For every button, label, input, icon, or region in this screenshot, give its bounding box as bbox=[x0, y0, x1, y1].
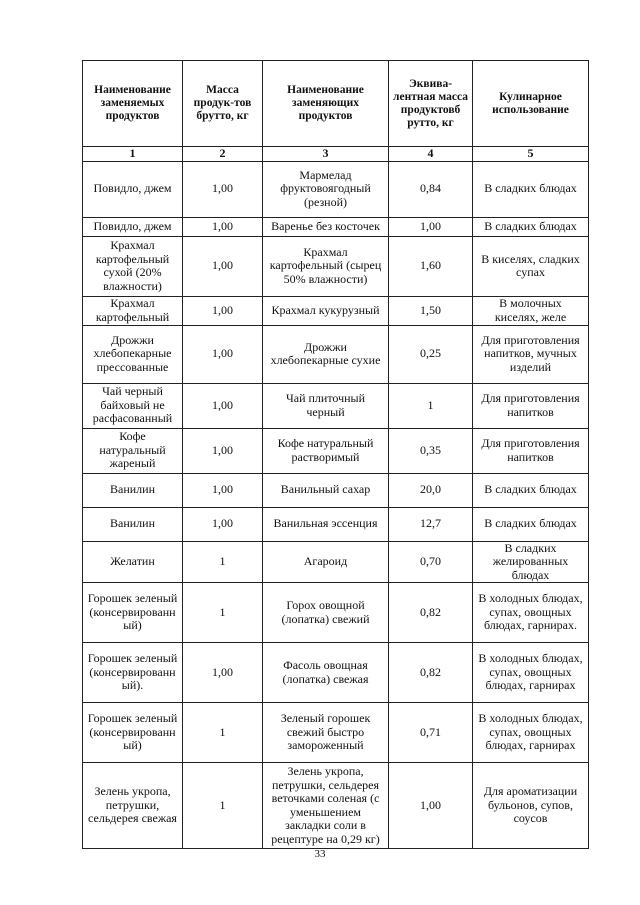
cell-replacement-product: Чай плиточный черный bbox=[263, 383, 389, 428]
table-row bbox=[83, 541, 589, 583]
cell-culinary-use: В сладких блюдах bbox=[473, 507, 589, 541]
table-row bbox=[83, 236, 589, 296]
table-row bbox=[83, 217, 589, 236]
cell-replacement-product: Зеленый горошек свежий быстро замороженный bbox=[263, 703, 389, 763]
cell-culinary-use: В холодных блюдах, супах, овощных блюдах, гарнирах bbox=[473, 703, 589, 763]
header-replacement-products: Наименование заменяющих продуктов bbox=[263, 61, 389, 147]
cell-mass-gross: 1,00 bbox=[183, 428, 263, 473]
header-equivalent-mass: Эквива-лентная масса продуктовб рутто, кг bbox=[389, 61, 473, 147]
cell-mass-gross: 1,00 bbox=[183, 236, 263, 296]
cell-equivalent-mass: 1,60 bbox=[389, 236, 473, 296]
cell-replaced-product: Желатин bbox=[83, 541, 183, 583]
cell-culinary-use: В сладких блюдах bbox=[473, 161, 589, 217]
cell-culinary-use: В киселях, сладких супах bbox=[473, 236, 589, 296]
page-number: 33 bbox=[314, 848, 326, 860]
column-number: 1 bbox=[83, 147, 183, 162]
header-replaced-products: Наименование заменяемых продуктов bbox=[83, 61, 183, 147]
cell-equivalent-mass: 1 bbox=[389, 383, 473, 428]
cell-mass-gross: 1 bbox=[183, 763, 263, 849]
cell-mass-gross: 1 bbox=[183, 583, 263, 643]
cell-culinary-use: В холодных блюдах, супах, овощных блюдах, гарнирах bbox=[473, 643, 589, 703]
cell-equivalent-mass: 12,7 bbox=[389, 507, 473, 541]
table-row bbox=[83, 643, 589, 703]
cell-culinary-use: В холодных блюдах, супах, овощных блюдах, гарнирах. bbox=[473, 583, 589, 643]
cell-equivalent-mass: 0,25 bbox=[389, 325, 473, 383]
column-number: 5 bbox=[473, 147, 589, 162]
cell-replaced-product: Кофе натуральный жареный bbox=[83, 428, 183, 473]
table-row bbox=[83, 763, 589, 849]
cell-equivalent-mass: 0,84 bbox=[389, 161, 473, 217]
cell-replaced-product: Ванилин bbox=[83, 507, 183, 541]
table-row bbox=[83, 428, 589, 473]
cell-culinary-use: Для приготовления напитков bbox=[473, 428, 589, 473]
cell-replaced-product: Ванилин bbox=[83, 473, 183, 507]
cell-replacement-product: Крахмал кукурузный bbox=[263, 296, 389, 325]
table-row bbox=[83, 583, 589, 643]
cell-equivalent-mass: 1,00 bbox=[389, 763, 473, 849]
table-row bbox=[83, 383, 589, 428]
table-row bbox=[83, 507, 589, 541]
cell-replacement-product: Ванильная эссенция bbox=[263, 507, 389, 541]
cell-mass-gross: 1,00 bbox=[183, 217, 263, 236]
substitution-table bbox=[82, 60, 589, 849]
table-row bbox=[83, 161, 589, 217]
column-number: 3 bbox=[263, 147, 389, 162]
cell-mass-gross: 1 bbox=[183, 703, 263, 763]
cell-replacement-product: Горох овощной (лопатка) свежий bbox=[263, 583, 389, 643]
cell-mass-gross: 1,00 bbox=[183, 473, 263, 507]
cell-culinary-use: В молочных киселях, желе bbox=[473, 296, 589, 325]
cell-culinary-use: В сладких блюдах bbox=[473, 473, 589, 507]
cell-culinary-use: В сладких желированных блюдах bbox=[473, 541, 589, 583]
cell-replacement-product: Фасоль овощная (лопатка) свежая bbox=[263, 643, 389, 703]
cell-mass-gross: 1,00 bbox=[183, 161, 263, 217]
cell-replacement-product: Дрожжи хлебопекарные сухие bbox=[263, 325, 389, 383]
cell-replacement-product: Агароид bbox=[263, 541, 389, 583]
cell-replacement-product: Варенье без косточек bbox=[263, 217, 389, 236]
cell-equivalent-mass: 1,50 bbox=[389, 296, 473, 325]
cell-equivalent-mass: 0,70 bbox=[389, 541, 473, 583]
cell-equivalent-mass: 20,0 bbox=[389, 473, 473, 507]
table-row bbox=[83, 325, 589, 383]
cell-replaced-product: Чай черный байховый не расфасованный bbox=[83, 383, 183, 428]
cell-equivalent-mass: 1,00 bbox=[389, 217, 473, 236]
column-number: 4 bbox=[389, 147, 473, 162]
table-row bbox=[83, 296, 589, 325]
cell-replacement-product: Крахмал картофельный (сырец 50% влажности) bbox=[263, 236, 389, 296]
cell-mass-gross: 1,00 bbox=[183, 296, 263, 325]
cell-mass-gross: 1,00 bbox=[183, 643, 263, 703]
cell-mass-gross: 1 bbox=[183, 541, 263, 583]
column-number-row bbox=[83, 147, 589, 162]
cell-culinary-use: Для приготовления напитков, мучных изделий bbox=[473, 325, 589, 383]
cell-equivalent-mass: 0,82 bbox=[389, 643, 473, 703]
cell-replacement-product: Кофе натуральный растворимый bbox=[263, 428, 389, 473]
cell-equivalent-mass: 0,82 bbox=[389, 583, 473, 643]
cell-replaced-product: Горошек зеленый (консервированн ый). bbox=[83, 643, 183, 703]
cell-replaced-product: Крахмал картофельный сухой (20% влажности) bbox=[83, 236, 183, 296]
cell-equivalent-mass: 0,35 bbox=[389, 428, 473, 473]
cell-culinary-use: Для ароматизации бульонов, супов, соусов bbox=[473, 763, 589, 849]
cell-replaced-product: Повидло, джем bbox=[83, 161, 183, 217]
cell-replaced-product: Горошек зеленый (консервированн ый) bbox=[83, 703, 183, 763]
cell-mass-gross: 1,00 bbox=[183, 383, 263, 428]
header-mass-gross: Масса продук-тов брутто, кг bbox=[183, 61, 263, 147]
cell-replacement-product: Ванильный сахар bbox=[263, 473, 389, 507]
header-row bbox=[83, 61, 589, 147]
cell-equivalent-mass: 0,71 bbox=[389, 703, 473, 763]
cell-culinary-use: Для приготовления напитков bbox=[473, 383, 589, 428]
cell-culinary-use: В сладких блюдах bbox=[473, 217, 589, 236]
cell-replacement-product: Мармелад фруктовоягодный (резной) bbox=[263, 161, 389, 217]
cell-replaced-product: Повидло, джем bbox=[83, 217, 183, 236]
header-culinary-use: Кулинарное использование bbox=[473, 61, 589, 147]
cell-mass-gross: 1,00 bbox=[183, 507, 263, 541]
table-row bbox=[83, 703, 589, 763]
table-row bbox=[83, 473, 589, 507]
cell-mass-gross: 1,00 bbox=[183, 325, 263, 383]
cell-replacement-product: Зелень укропа, петрушки, сельдерея веточками соленая (с уменьшением закладки соли в рецептуре на 0,29 кг) bbox=[263, 763, 389, 849]
cell-replaced-product: Горошек зеленый (консервированн ый) bbox=[83, 583, 183, 643]
cell-replaced-product: Зелень укропа, петрушки, сельдерея свежая bbox=[83, 763, 183, 849]
cell-replaced-product: Дрожжи хлебопекарные прессованные bbox=[83, 325, 183, 383]
column-number: 2 bbox=[183, 147, 263, 162]
cell-replaced-product: Крахмал картофельный bbox=[83, 296, 183, 325]
